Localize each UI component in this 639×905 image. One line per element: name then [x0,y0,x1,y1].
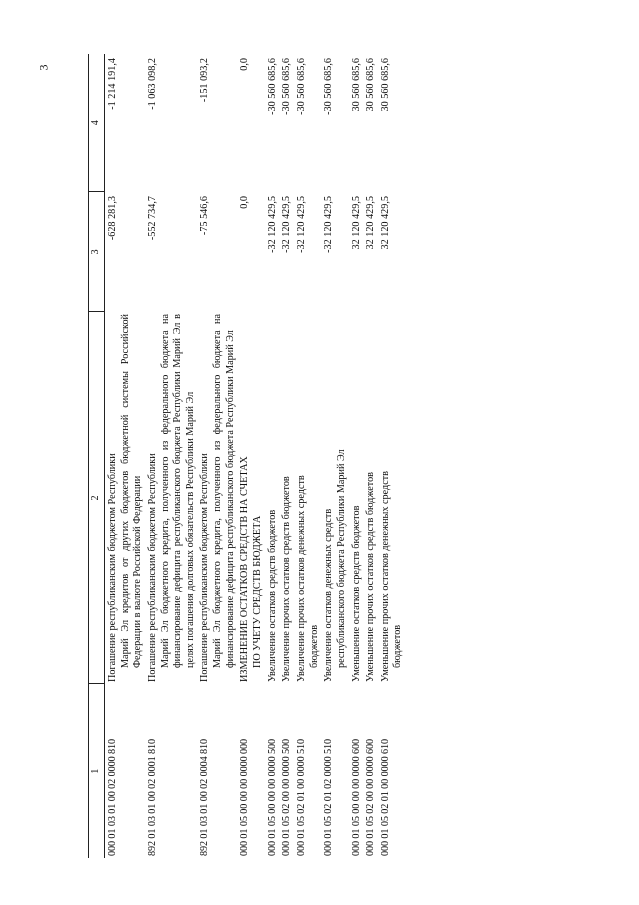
row-code: 000 01 05 02 00 00 0000 500 [281,738,293,856]
table-row [363,54,378,858]
table-row [321,54,348,858]
row-value-col4: 0,0 [239,58,251,71]
row-code: 000 01 05 02 01 00 0000 510 [295,738,307,856]
col-header-3: 3 [89,192,105,312]
row-value-col4: -151 093,2 [199,58,211,103]
table-row [105,54,145,858]
row-value-col4: 30 560 685,6 [350,58,362,112]
page-number: 3 [36,64,51,71]
row-value-col3: -32 120 429,5 [295,196,307,253]
row-name [363,312,378,684]
row-name [294,312,321,684]
table-row [197,54,237,858]
row-value-col3: 32 120 429,5 [365,196,377,250]
table-row [378,54,405,858]
row-name-first-line: Увеличение остатков средств бюджетов [266,509,278,682]
budget-table [88,54,405,858]
row-name-first-line: Увеличение прочих остатков средств бюджетов [281,476,293,682]
row-name-first-line: Погашение республиканским бюджетом Республики [107,453,118,682]
row-value-col3: -552 734,7 [146,196,158,241]
row-value-col4: -1 063 098,2 [146,58,158,110]
row-name-first-line: ИЗМЕНЕНИЕ ОСТАТКОВ СРЕДСТВ НА СЧЕТАХ [239,456,251,682]
col-header-2: 2 [89,312,105,684]
table-header-row [89,54,105,858]
row-value-col3: -32 120 429,5 [281,196,293,253]
row-name [197,312,237,684]
row-name [279,312,294,684]
row-value-col3: 32 120 429,5 [350,196,362,250]
row-name [378,312,405,684]
row-code: 000 01 05 02 00 00 0000 600 [365,738,377,856]
row-code: 892 01 03 01 00 02 0004 810 [199,738,211,856]
row-name-first-line: Уменьшение остатков средств бюджетов [350,505,362,682]
row-name-continuation: республиканского бюджета Республики Марий Эл [335,449,347,668]
row-name-continuation: ПО УЧЕТУ СРЕДСТВ БЮДЖЕТА [252,515,264,668]
row-name-first-line: Уменьшение прочих остатков средств бюджетов [365,472,377,682]
row-code: 000 01 05 02 01 00 0000 610 [379,738,391,856]
row-name [145,312,198,684]
table-row [279,54,294,858]
row-name-continuation: Марий Эл кредитов от других бюджетов бюджетной системы Российской Федерации в валюте Российской Федерации [119,314,144,668]
row-name-first-line: Увеличение прочих остатков денежных средств [295,475,307,682]
row-value-col4: -30 560 685,6 [323,58,335,115]
row-value-col3: 32 120 429,5 [379,196,391,250]
row-value-col4: 30 560 685,6 [379,58,391,112]
row-code: 000 01 05 00 00 00 0000 600 [350,738,362,856]
row-value-col4: -30 560 685,6 [295,58,307,115]
row-name-continuation: Марий Эл бюджетного кредита, полученного из федерального бюджета на финансирование дефицита республиканского бюджета Республики Марий Эл [212,314,236,668]
col-header-1: 1 [89,684,105,858]
row-value-col3: -32 120 429,5 [266,196,278,253]
row-value-col4: -30 560 685,6 [266,58,278,115]
table-row [265,54,280,858]
table-row [349,54,364,858]
row-code: 000 01 05 00 00 00 0000 000 [239,738,251,856]
table-container [88,54,558,858]
col-header-4: 4 [89,54,105,192]
row-code: 000 01 05 00 00 00 0000 500 [266,738,278,856]
row-code: 892 01 03 01 00 02 0001 810 [146,738,158,856]
row-name-continuation: бюджетов [308,624,320,668]
row-code: 000 01 03 01 00 02 0000 810 [107,738,118,856]
row-name-continuation: Марий Эл бюджетного кредита, полученного из федерального бюджета на финансирование дефицита республиканского бюджета Республики Марий Эл в целях погашения долговых обязательств Республики Марий Эл [159,314,196,668]
row-value-col4: 30 560 685,6 [365,58,377,112]
row-name-continuation: бюджетов [392,624,404,668]
table-row [145,54,198,858]
row-name-first-line: Погашение республиканским бюджетом Республики [146,453,158,682]
row-name-first-line: Уменьшение прочих остатков денежных средств [379,471,391,682]
rotated-table [88,54,558,858]
row-name-first-line: Погашение республиканским бюджетом Республики [199,453,211,682]
row-name [349,312,364,684]
row-value-col3: -628 281,3 [107,196,118,241]
row-code: 000 01 05 02 01 02 0000 510 [323,738,335,856]
row-name [237,312,264,684]
row-value-col4: -1 214 191,4 [107,58,118,110]
row-value-col4: -30 560 685,6 [281,58,293,115]
row-value-col3: -32 120 429,5 [323,196,335,253]
row-value-col3: -75 546,6 [199,196,211,236]
row-name-first-line: Увеличение остатков денежных средств [323,508,335,682]
row-name [265,312,280,684]
row-name [105,312,145,684]
table-row [294,54,321,858]
row-name [321,312,348,684]
row-value-col3: 0,0 [239,196,251,209]
table-row [237,54,264,858]
